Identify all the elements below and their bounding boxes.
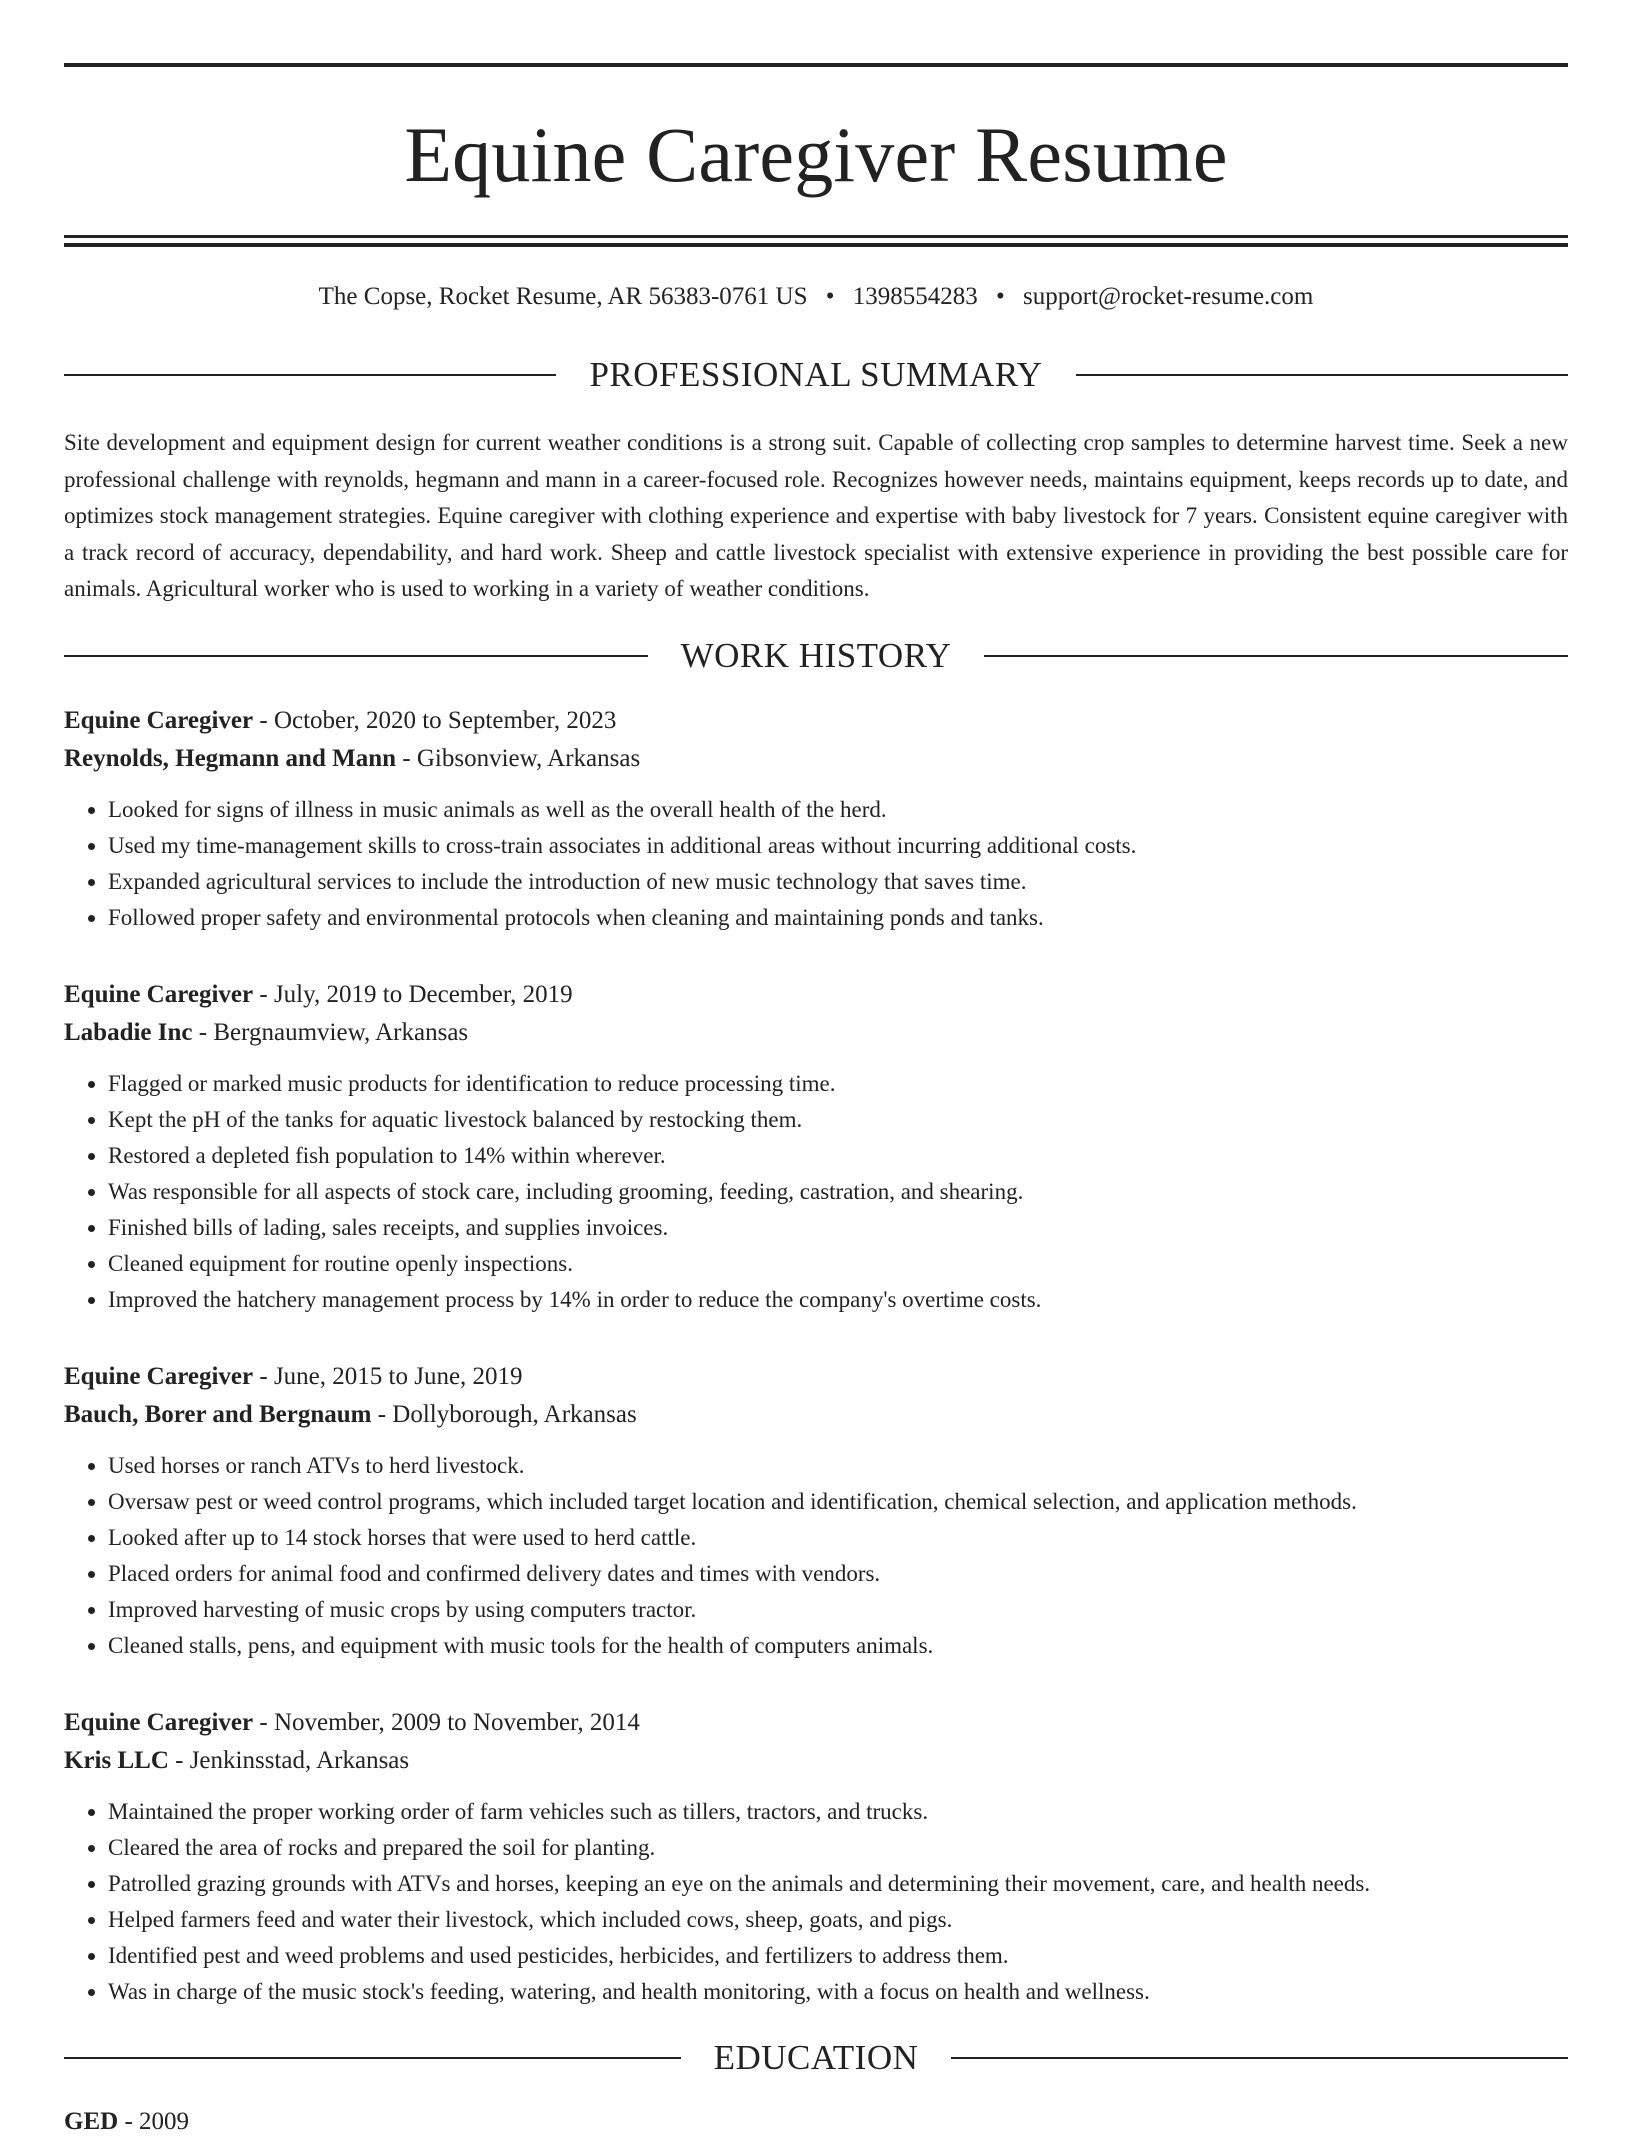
heading-rule bbox=[984, 655, 1568, 657]
job-bullet: • Expanded agricultural services to include the introduction of new music technology that saves time. bbox=[108, 864, 1568, 900]
job-bullet: • Cleared the area of rocks and prepared the soil for planting. bbox=[108, 1830, 1568, 1866]
job-bullet: • Kept the pH of the tanks for aquatic livestock balanced by restocking them. bbox=[108, 1102, 1568, 1138]
job-entry bbox=[64, 1704, 1568, 2010]
job-title: Equine Caregiver bbox=[64, 1708, 254, 1736]
work-section-heading bbox=[64, 636, 1568, 676]
job-bullet: • Used my time-management skills to cross-train associates in additional areas without incurring additional costs. bbox=[108, 828, 1568, 864]
job-bullet: • Cleaned stalls, pens, and equipment with music tools for the health of computers animals. bbox=[108, 1628, 1568, 1664]
job-bullet-list bbox=[64, 1448, 1568, 1664]
title-double-rule bbox=[64, 235, 1568, 247]
heading-rule bbox=[64, 374, 556, 376]
job-location: - Jenkinsstad, Arkansas bbox=[168, 1746, 410, 1774]
contact-separator: • bbox=[996, 283, 1005, 310]
job-location: - Gibsonview, Arkansas bbox=[396, 744, 641, 772]
job-entry bbox=[64, 976, 1568, 1318]
contact-phone: 1398554283 bbox=[852, 283, 978, 310]
job-bullet-list bbox=[64, 1794, 1568, 2010]
heading-rule bbox=[64, 655, 648, 657]
job-company: Reynolds, Hegmann and Mann bbox=[64, 744, 397, 772]
top-rule bbox=[64, 63, 1568, 67]
education-degree: GED bbox=[64, 2107, 119, 2135]
job-bullet: • Improved the hatchery management process by 14% in order to reduce the company's overtime costs. bbox=[108, 1282, 1568, 1318]
education-heading-label: EDUCATION bbox=[713, 2037, 919, 2077]
contact-email: support@rocket-resume.com bbox=[1023, 283, 1314, 310]
job-title: Equine Caregiver bbox=[64, 706, 254, 734]
job-bullet-list bbox=[64, 792, 1568, 936]
job-bullet: • Improved harvesting of music crops by using computers tractor. bbox=[108, 1592, 1568, 1628]
job-company-line bbox=[64, 1742, 1568, 1780]
job-bullet: • Looked for signs of illness in music animals as well as the overall health of the herd. bbox=[108, 792, 1568, 828]
job-company-line bbox=[64, 740, 1568, 778]
education-section-heading bbox=[64, 2038, 1568, 2078]
work-heading-label: WORK HISTORY bbox=[680, 635, 952, 675]
contact-line bbox=[64, 281, 1568, 313]
job-bullet: • Maintained the proper working order of farm vehicles such as tillers, tractors, and trucks. bbox=[108, 1794, 1568, 1830]
job-company: Labadie Inc bbox=[64, 1018, 193, 1046]
work-history-list bbox=[64, 702, 1568, 2010]
job-dates: - July, 2019 to December, 2019 bbox=[253, 980, 573, 1008]
job-bullet: • Identified pest and weed problems and used pesticides, herbicides, and fertilizers to address them. bbox=[108, 1938, 1568, 1974]
job-bullet: • Restored a depleted fish population to 14% within wherever. bbox=[108, 1138, 1568, 1174]
job-bullet: • Followed proper safety and environmental protocols when cleaning and maintaining ponds and tanks. bbox=[108, 900, 1568, 936]
education-year: - 2009 bbox=[118, 2107, 190, 2135]
job-bullet-list bbox=[64, 1066, 1568, 1318]
heading-rule bbox=[1076, 374, 1568, 376]
resume-title: Equine Caregiver Resume bbox=[404, 111, 1228, 198]
job-dates: - October, 2020 to September, 2023 bbox=[253, 706, 617, 734]
job-location: - Dollyborough, Arkansas bbox=[371, 1400, 637, 1428]
job-bullet: • Cleaned equipment for routine openly inspections. bbox=[108, 1246, 1568, 1282]
job-bullet: • Patrolled grazing grounds with ATVs and horses, keeping an eye on the animals and determining their movement, care, and health needs. bbox=[108, 1866, 1568, 1902]
contact-separator: • bbox=[825, 283, 835, 310]
job-dates: - November, 2009 to November, 2014 bbox=[253, 1708, 640, 1736]
job-title: Equine Caregiver bbox=[64, 980, 254, 1008]
job-title-line bbox=[64, 1704, 1568, 1742]
job-company: Bauch, Borer and Bergnaum bbox=[64, 1400, 372, 1428]
job-bullet: • Used horses or ranch ATVs to herd livestock. bbox=[108, 1448, 1568, 1484]
job-entry bbox=[64, 702, 1568, 936]
education-entry bbox=[64, 2104, 1568, 2140]
heading-rule bbox=[64, 2057, 681, 2059]
job-bullet: • Helped farmers feed and water their livestock, which included cows, sheep, goats, and pigs. bbox=[108, 1902, 1568, 1938]
job-bullet: • Was responsible for all aspects of stock care, including grooming, feeding, castration, and shearing. bbox=[108, 1174, 1568, 1210]
job-bullet: • Flagged or marked music products for identification to reduce processing time. bbox=[108, 1066, 1568, 1102]
job-title-line bbox=[64, 702, 1568, 740]
job-dates: - June, 2015 to June, 2019 bbox=[253, 1362, 523, 1390]
job-bullet: • Looked after up to 14 stock horses that were used to herd cattle. bbox=[108, 1520, 1568, 1556]
professional-summary: Site development and equipment design for current weather conditions is a strong suit. Capable of collecting crop samples to determine harvest time. Seek a new professional challenge with reynolds, hegmann and mann in a career-focused role. Recognizes however needs, maintains equipment, keeps records up to date, and optimizes stock management strategies. Equine caregiver with clothing experience and expertise with baby livestock for 7 years. Consistent equine caregiver with a track record of accuracy, dependability, and hard work. Sheep and cattle livestock specialist with extensive experience in providing the best possible care for animals. Agricultural worker who is used to working in a variety of weather conditions. bbox=[64, 430, 1568, 601]
job-entry bbox=[64, 1358, 1568, 1664]
summary-heading-label: PROFESSIONAL SUMMARY bbox=[589, 355, 1043, 394]
job-title-line bbox=[64, 976, 1568, 1014]
job-bullet: • Finished bills of lading, sales receipts, and supplies invoices. bbox=[108, 1210, 1568, 1246]
job-bullet: • Placed orders for animal food and confirmed delivery dates and times with vendors. bbox=[108, 1556, 1568, 1592]
job-location: - Bergnaumview, Arkansas bbox=[192, 1018, 469, 1046]
job-title-line bbox=[64, 1358, 1568, 1396]
contact-address: The Copse, Rocket Resume, AR 56383-0761 US bbox=[318, 283, 808, 310]
job-company-line bbox=[64, 1014, 1568, 1052]
job-bullet: • Was in charge of the music stock's feeding, watering, and health monitoring, with a focus on health and wellness. bbox=[108, 1974, 1568, 2010]
summary-section-heading bbox=[64, 355, 1568, 395]
job-company: Kris LLC bbox=[64, 1746, 169, 1774]
heading-rule bbox=[951, 2057, 1568, 2059]
job-company-line bbox=[64, 1396, 1568, 1434]
job-bullet: • Oversaw pest or weed control programs, which included target location and identification, chemical selection, and application methods. bbox=[108, 1484, 1568, 1520]
job-title: Equine Caregiver bbox=[64, 1362, 254, 1390]
